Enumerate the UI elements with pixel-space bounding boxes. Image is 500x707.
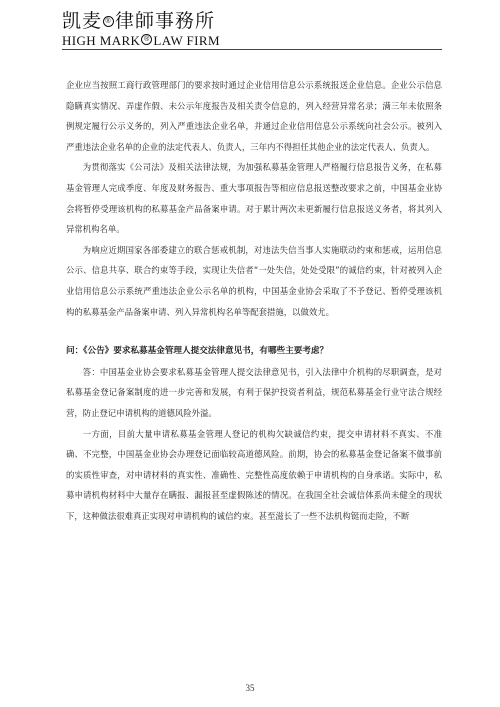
question-heading: 问：《公告》要求私募基金管理人提交法律意见书，有哪些主要考虑？ xyxy=(66,346,329,357)
paragraph: 一方面，目前大量申请私募基金管理人登记的机构欠缺诚信约束，提交申请材料不真实、不准确、不完整，中国基金业协会办理登记面临较高道德风险。前期，协会的私募基金登记备案不做事前的实质性审查，对申请材料的真实性、准确性、完整性高度依赖于申请机构的自身承诺。实际中，私募申请机构材料中大量存在瞒报、漏报甚至虚假陈述的情况。在我国全社会诚信体系尚未健全的现状下，这种做法很难真正实现对申请机构的诚信约束。甚至滋长了一些不法机构铤而走险，不断 xyxy=(66,428,442,521)
registered-mark-icon: ® xyxy=(103,16,114,27)
page-number: 35 xyxy=(245,683,255,693)
firm-name-cn-part2: 律師事務所 xyxy=(115,10,216,32)
firm-name-chinese xyxy=(62,9,302,33)
registered-mark-icon: ® xyxy=(141,34,152,45)
firm-name-english xyxy=(62,33,302,49)
paragraph: 为响应近期国家各部委建立的联合惩戒机制，对违法失信当事人实施联动约束和惩戒，运用信息公示、信息共享、联合约束等手段，实现让失信者“一处失信，处处受限”的诚信约束，针对被列入企业信用信息公示系统严重违法企业公示名单的机构，中国基金业协会采取了不予登记、暂停受理该机构的私募基金产品备案申请、列入异常机构名单等配套措施，以做效尤。 xyxy=(66,244,442,317)
header-divider xyxy=(62,49,442,50)
firm-name-en-part2: LAW FIRM xyxy=(153,33,220,48)
paragraph: 为贯彻落实《公司法》及相关法律法规，为加强私募基金管理人严格履行信息报告义务，在私募基金管理人完成季度、年度及财务报告、重大事项报告等相应信息报送整改要求之前，中国基金业协会将暂停受理该机构的私募基金产品备案申请。对于累计两次未更新履行信息报送义务者，将其列入异常机构名单。 xyxy=(66,162,442,235)
firm-logo xyxy=(62,9,302,49)
firm-name-cn-part1: 凯麦 xyxy=(62,10,103,32)
paragraph: 企业应当按照工商行政管理部门的要求按时通过企业信用信息公示系统报送企业信息。企业公示信息隐瞒真实情况、弄虚作假、未公示年度报告及相关责令信息的，列入经营异常名录；满三年未依照条例规定履行公示义务的，列入严重违法企业名单，并通过企业信用信息公示系统向社会公示。被列入严重违法企业名单的企业的法定代表人、负责人，三年内不得担任其他企业的法定代表人、负责人。 xyxy=(66,80,442,152)
paragraph: 答：中国基金业协会要求私募基金管理人提交法律意见书，引入法律中介机构的尽职调查，是对私募基金登记备案制度的进一步完善和发展，有利于保护投资者利益，规范私募基金行业守法合规经营，防止登记申请机构的道德风险外溢。 xyxy=(66,366,442,418)
firm-name-en-part1: HIGH MARK xyxy=(62,33,141,48)
document-body xyxy=(66,75,442,526)
